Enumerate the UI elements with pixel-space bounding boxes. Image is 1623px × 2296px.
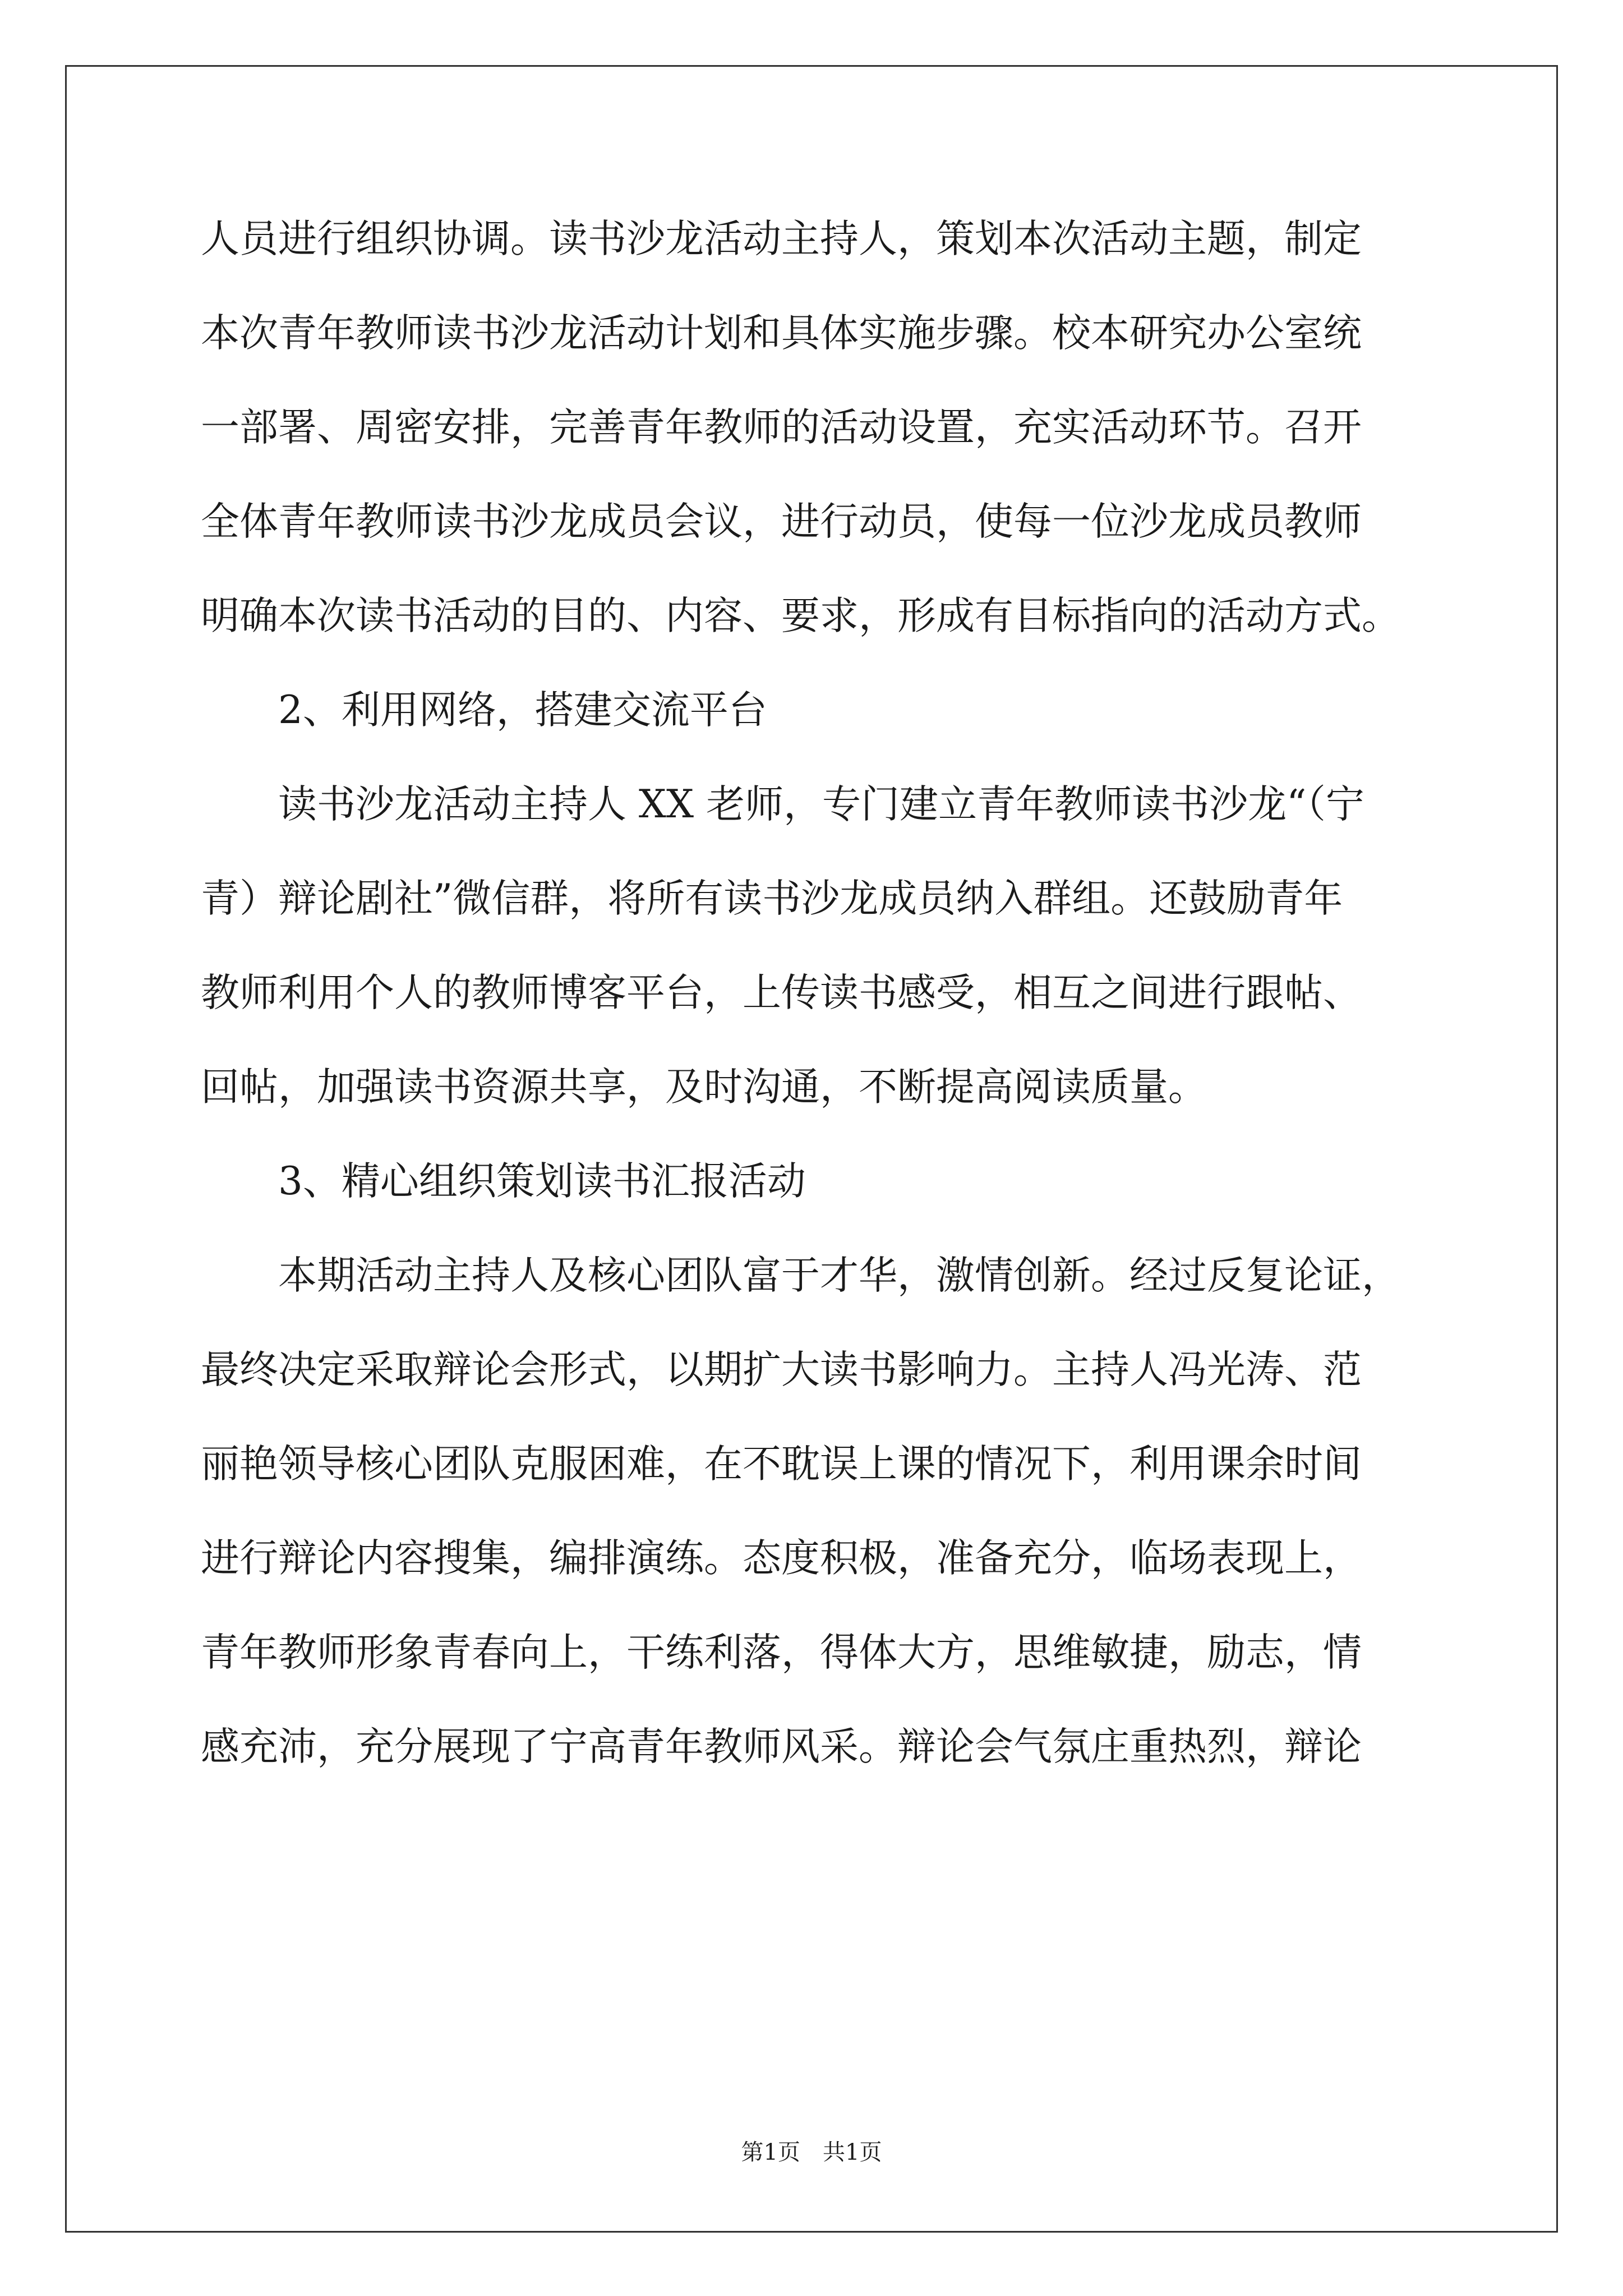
page-number-footer: 第1页 共1页 bbox=[741, 2139, 882, 2165]
text-line: 青年教师形象青春向上，干练利落，得体大方，思维敏捷，励志，情 bbox=[201, 1630, 1362, 1675]
page-border bbox=[65, 65, 1558, 2233]
text-line: 感充沛，充分展现了宁高青年教师风采。辩论会气氛庄重热烈，辩论 bbox=[201, 1724, 1362, 1769]
text-line: 最终决定采取辩论会形式，以期扩大读书影响力。主持人冯光涛、范 bbox=[201, 1347, 1362, 1392]
text-line: 本期活动主持人及核心团队富于才华，激情创新。经过反复论证， bbox=[201, 1253, 1400, 1298]
section-heading: 2、利用网络，搭建交流平台 bbox=[201, 688, 767, 733]
section-heading: 3、精心组织策划读书汇报活动 bbox=[201, 1159, 806, 1204]
text-line: 教师利用个人的教师博客平台，上传读书感受，相互之间进行跟帖、 bbox=[201, 970, 1362, 1015]
text-line: 进行辩论内容搜集，编排演练。态度积极，准备充分，临场表现上， bbox=[201, 1536, 1362, 1581]
text-line: 回帖，加强读书资源共享，及时沟通，不断提高阅读质量。 bbox=[201, 1065, 1207, 1110]
text-line: 本次青年教师读书沙龙活动计划和具体实施步骤。校本研究办公室统 bbox=[201, 311, 1362, 356]
text-line: 明确本次读书活动的目的、内容、要求，形成有目标指向的活动方式。 bbox=[201, 593, 1400, 638]
text-line: 全体青年教师读书沙龙成员会议，进行动员，使每一位沙龙成员教师 bbox=[201, 499, 1362, 544]
text-line: 读书沙龙活动主持人 XX 老师，专门建立青年教师读书沙龙“（宁 bbox=[201, 782, 1364, 827]
text-line: 丽艳领导核心团队克服困难，在不耽误上课的情况下，利用课余时间 bbox=[201, 1442, 1362, 1487]
text-line: 人员进行组织协调。读书沙龙活动主持人，策划本次活动主题，制定 bbox=[201, 217, 1362, 261]
text-line: 青）辩论剧社”微信群，将所有读书沙龙成员纳入群组。还鼓励青年 bbox=[201, 876, 1343, 921]
text-line: 一部署、周密安排，完善青年教师的活动设置，充实活动环节。召开 bbox=[201, 405, 1362, 450]
